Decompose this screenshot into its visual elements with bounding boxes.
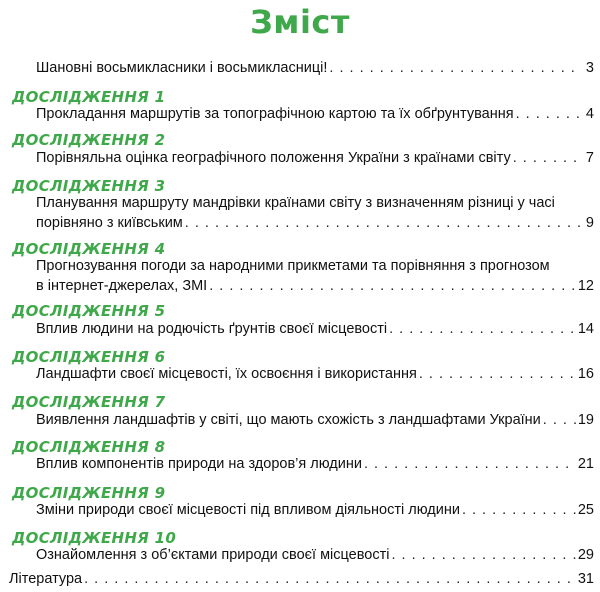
section-heading-4: ДОСЛІДЖЕННЯ 4: [12, 240, 166, 258]
toc-entry-text: Література: [9, 571, 83, 587]
dot-leader: [389, 319, 576, 339]
page-title: Зміст: [250, 3, 350, 41]
toc-entry-9[interactable]: [36, 500, 594, 520]
dot-leader: [185, 213, 582, 233]
toc-entry-intro[interactable]: [36, 58, 594, 78]
section-heading-6: ДОСЛІДЖЕННЯ 6: [12, 348, 166, 366]
toc-entry-text: Прогнозування погоди за народними прикметами та порівняння з прогнозом: [36, 258, 550, 274]
dot-leader: [364, 454, 576, 474]
section-heading-3: ДОСЛІДЖЕННЯ 3: [12, 177, 166, 195]
dot-leader: [516, 104, 582, 124]
toc-page-number: 14: [577, 321, 594, 337]
toc-page-number: 9: [585, 215, 594, 231]
toc-entry-text: Виявлення ландшафтів у світі, що мають схожість з ландшафтами України: [36, 412, 541, 428]
dot-leader: [84, 569, 576, 589]
toc-entry-8[interactable]: [36, 454, 594, 474]
toc-entry-10[interactable]: [36, 545, 594, 565]
toc-page-number: 29: [577, 547, 594, 563]
toc-page-number: 7: [585, 150, 594, 166]
toc-page-number: 4: [585, 106, 594, 122]
toc-entry-text-continued: в інтернет-джерелах, ЗМІ: [36, 278, 208, 294]
section-heading-9: ДОСЛІДЖЕННЯ 9: [12, 484, 166, 502]
section-heading-7: ДОСЛІДЖЕННЯ 7: [12, 393, 166, 411]
toc-entry-text: Вплив людини на родючість ґрунтів своєї місцевості: [36, 321, 388, 337]
dot-leader: [419, 364, 576, 384]
toc-page-number: 16: [577, 366, 594, 382]
section-heading-5: ДОСЛІДЖЕННЯ 5: [12, 302, 166, 320]
toc-entry-text: Ландшафти своєї місцевості, їх освоєння і використання: [36, 366, 417, 382]
section-heading-8: ДОСЛІДЖЕННЯ 8: [12, 438, 166, 456]
toc-entry-literature[interactable]: [9, 569, 594, 589]
toc-entry-text-continued: порівняно з київським: [36, 215, 183, 231]
toc-entry-3[interactable]: [36, 193, 594, 233]
toc-page-number: 25: [577, 502, 594, 518]
toc-entry-4[interactable]: [36, 256, 594, 296]
toc-entry-5[interactable]: [36, 319, 594, 339]
dot-leader: [543, 410, 576, 430]
section-heading-10: ДОСЛІДЖЕННЯ 10: [12, 529, 177, 547]
toc-entry-text: Шановні восьмикласники і восьмикласниці!: [36, 60, 328, 76]
toc-entry-text: Прокладання маршрутів за топографічною картою та їх обґрунтування: [36, 106, 514, 122]
toc-entry-1[interactable]: [36, 104, 594, 124]
toc-entry-text: Порівняльна оцінка географічного положення України з країнами світу: [36, 150, 511, 166]
toc-page-number: 3: [585, 60, 594, 76]
toc-entry-2[interactable]: [36, 148, 594, 168]
toc-page-number: 19: [577, 412, 594, 428]
dot-leader: [329, 58, 582, 78]
dot-leader: [209, 276, 576, 296]
toc-page-number: 31: [577, 571, 594, 587]
section-heading-2: ДОСЛІДЖЕННЯ 2: [12, 131, 166, 149]
toc-entry-6[interactable]: [36, 364, 594, 384]
toc-entry-text: Планування маршруту мандрівки країнами світу з визначенням різниці у часі: [36, 195, 555, 211]
toc-page-number: 12: [577, 278, 594, 294]
toc-entry-text: Ознайомлення з об’єктами природи своєї місцевості: [36, 547, 390, 563]
toc-entry-text: Зміни природи своєї місцевості під впливом діяльності людини: [36, 502, 460, 518]
toc-entry-text: Вплив компонентів природи на здоров’я людини: [36, 456, 362, 472]
section-heading-1: ДОСЛІДЖЕННЯ 1: [12, 88, 166, 106]
toc-page-number: 21: [577, 456, 594, 472]
toc-entry-7[interactable]: [36, 410, 594, 430]
dot-leader: [513, 148, 582, 168]
dot-leader: [391, 545, 575, 565]
dot-leader: [462, 500, 576, 520]
